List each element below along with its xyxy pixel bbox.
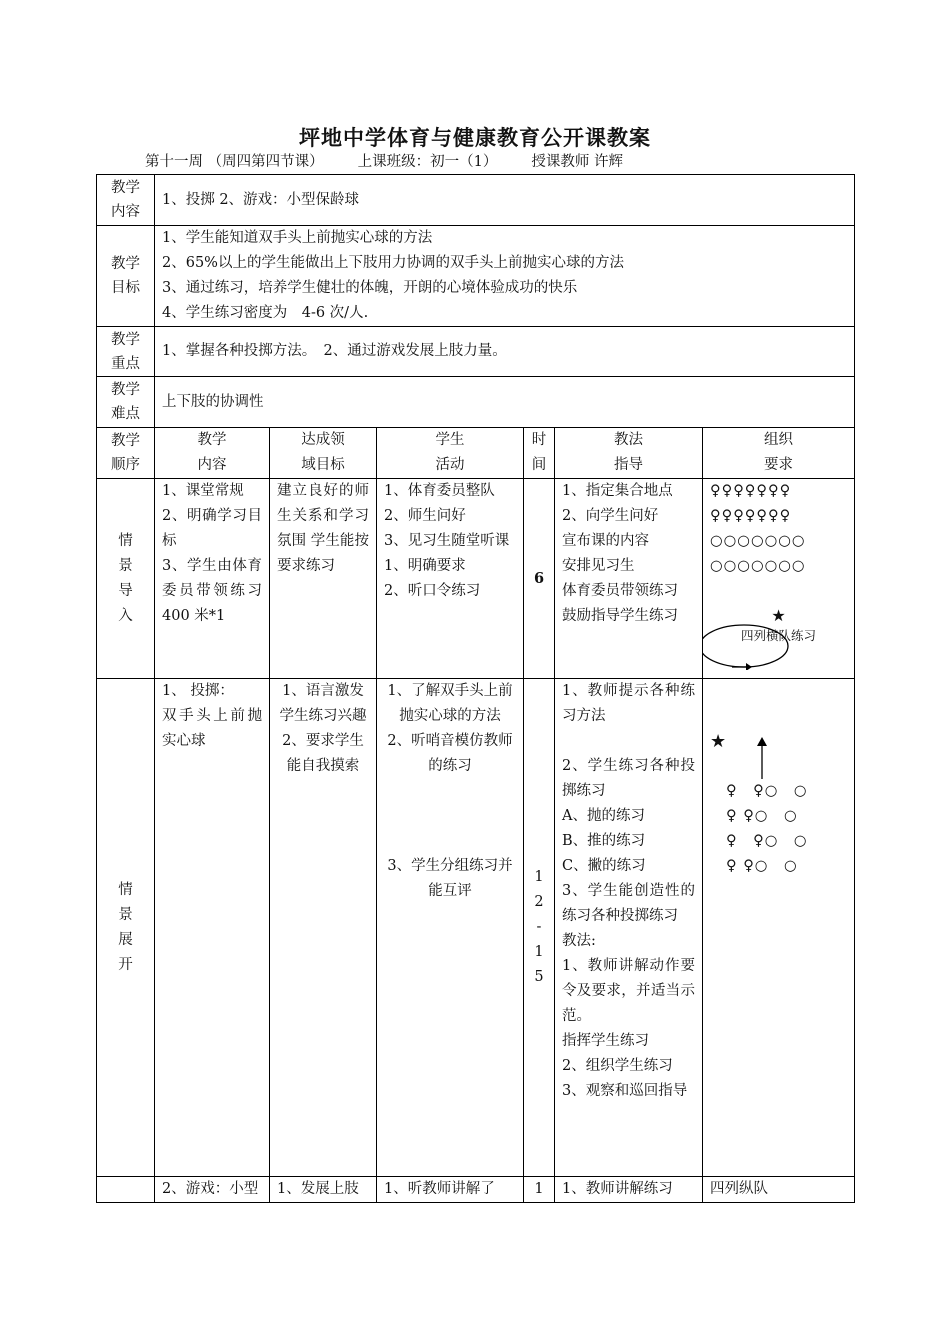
label-content: 教学内容: [97, 175, 155, 226]
content-text: 1、投掷 2、游戏：小型保龄球: [155, 175, 855, 226]
develop-goal: 1、语言激发学生练习兴趣 2、要求学生能自我摸索: [270, 679, 377, 1177]
formation-row: ♀ ♀○ ○: [726, 783, 808, 799]
formation-row: ♀ ♀○ ○: [726, 808, 798, 824]
lesson-plan-table: [96, 174, 855, 1203]
label-goals: 教学目标: [97, 226, 155, 327]
formation-row: ○○○○○○○: [710, 533, 806, 549]
key-text: 1、掌握各种投掷方法。 2、通过游戏发展上肢力量。: [155, 327, 855, 377]
game-goal: 1、发展上肢: [270, 1177, 377, 1203]
formation-row: ♀ ♀○ ○: [726, 833, 808, 849]
row-game: [97, 1177, 855, 1203]
intro-goal: 建立良好的师生关系和学习氛围 学生能按要求练习: [270, 479, 377, 679]
formation-row: ♀ ♀○ ○: [726, 858, 798, 874]
row-content: [97, 175, 855, 226]
game-student: 1、听教师讲解了: [377, 1177, 524, 1203]
row-develop: [97, 679, 855, 1177]
game-time: 1: [524, 1177, 555, 1203]
game-content: 2、游戏：小型: [155, 1177, 270, 1203]
develop-content: 1、 投掷： 双手头上前抛实心球: [155, 679, 270, 1177]
header-time: 时 间: [524, 428, 555, 479]
week-info: 第十一周 （周四第四节课）: [145, 154, 324, 170]
row-key: [97, 327, 855, 377]
row-header: [97, 428, 855, 479]
page-title: 坪地中学体育与健康教育公开课教案: [299, 125, 651, 150]
goals-text: [155, 226, 855, 327]
row-difficulty: [97, 377, 855, 428]
arrow-up-icon: [756, 737, 768, 779]
game-org: 四列纵队: [703, 1177, 855, 1203]
phase-intro: 情 景 导 入: [97, 479, 155, 679]
teacher-info: 授课教师 许辉: [531, 154, 623, 170]
goal-line: 2、65%以上的学生能做出上下肢用力协调的双手头上前抛实心球的方法: [162, 255, 624, 271]
header-goal: 达成领 域目标: [270, 428, 377, 479]
develop-method: 1、教师提示各种练习方法 2、学生练习各种投掷练习 A、抛的练习 B、推的练习 C、撇的练习 3、学生能创造性的练习各种投掷练习 教法: 1、教师讲解动作要令及要求，并适当示范。 指挥学生练习 2、组织学生练习 3、观察和巡回指导: [555, 679, 703, 1177]
row-goals: [97, 226, 855, 327]
lesson-meta: [145, 150, 657, 171]
develop-org: [703, 679, 855, 1177]
formation-row: ♀♀♀♀♀♀♀: [710, 508, 792, 524]
header-content: 教学 内容: [155, 428, 270, 479]
difficulty-text: 上下肢的协调性: [155, 377, 855, 428]
header-student: 学生 活动: [377, 428, 524, 479]
label-key: 教学重点: [97, 327, 155, 377]
goal-line: 1、学生能知道双手头上前抛实心球的方法: [162, 230, 433, 246]
develop-time: 1 2 - 1 5: [524, 679, 555, 1177]
develop-student: 1、了解双手头上前抛实心球的方法 2、听哨音模仿教师的练习 3、学生分组练习并能互评: [377, 679, 524, 1177]
intro-method: 1、指定集合地点 2、向学生问好 宣布课的内容 安排见习生 体育委员带领练习 鼓励指导学生练习: [555, 479, 703, 679]
intro-content: 1、课堂常规 2、明确学习目标 3、学生由体育委员带领练习 400 米*1: [155, 479, 270, 679]
header-order: 教学顺序: [97, 428, 155, 479]
intro-org: [703, 479, 855, 679]
header-org: 组织 要求: [703, 428, 855, 479]
header-method: 教法 指导: [555, 428, 703, 479]
formation-note: 四列横队练习: [740, 628, 816, 643]
row-intro: [97, 479, 855, 679]
goal-line: 3、通过练习，培养学生健壮的体魄，开朗的心境体验成功的快乐: [162, 280, 578, 296]
teacher-star-icon: ★: [710, 731, 727, 752]
class-info: 上课班级：初一（1）: [357, 154, 498, 170]
running-loop-icon: [703, 622, 803, 670]
goal-line: 4、学生练习密度为 4-6 次/人.: [162, 305, 369, 321]
formation-row: ♀♀♀♀♀♀♀: [710, 483, 792, 499]
label-difficulty: 教学难点: [97, 377, 155, 428]
formation-row: ○○○○○○○: [710, 558, 806, 574]
intro-student: 1、体育委员整队 2、师生问好 3、见习生随堂听课 1、明确要求 2、听口令练习: [377, 479, 524, 679]
game-method: 1、教师讲解练习: [555, 1177, 703, 1203]
intro-time: 6: [524, 479, 555, 679]
phase-develop: 情 景 展 开: [97, 679, 155, 1177]
teacher-star-icon: ★: [771, 606, 786, 625]
phase-game: [97, 1177, 155, 1203]
